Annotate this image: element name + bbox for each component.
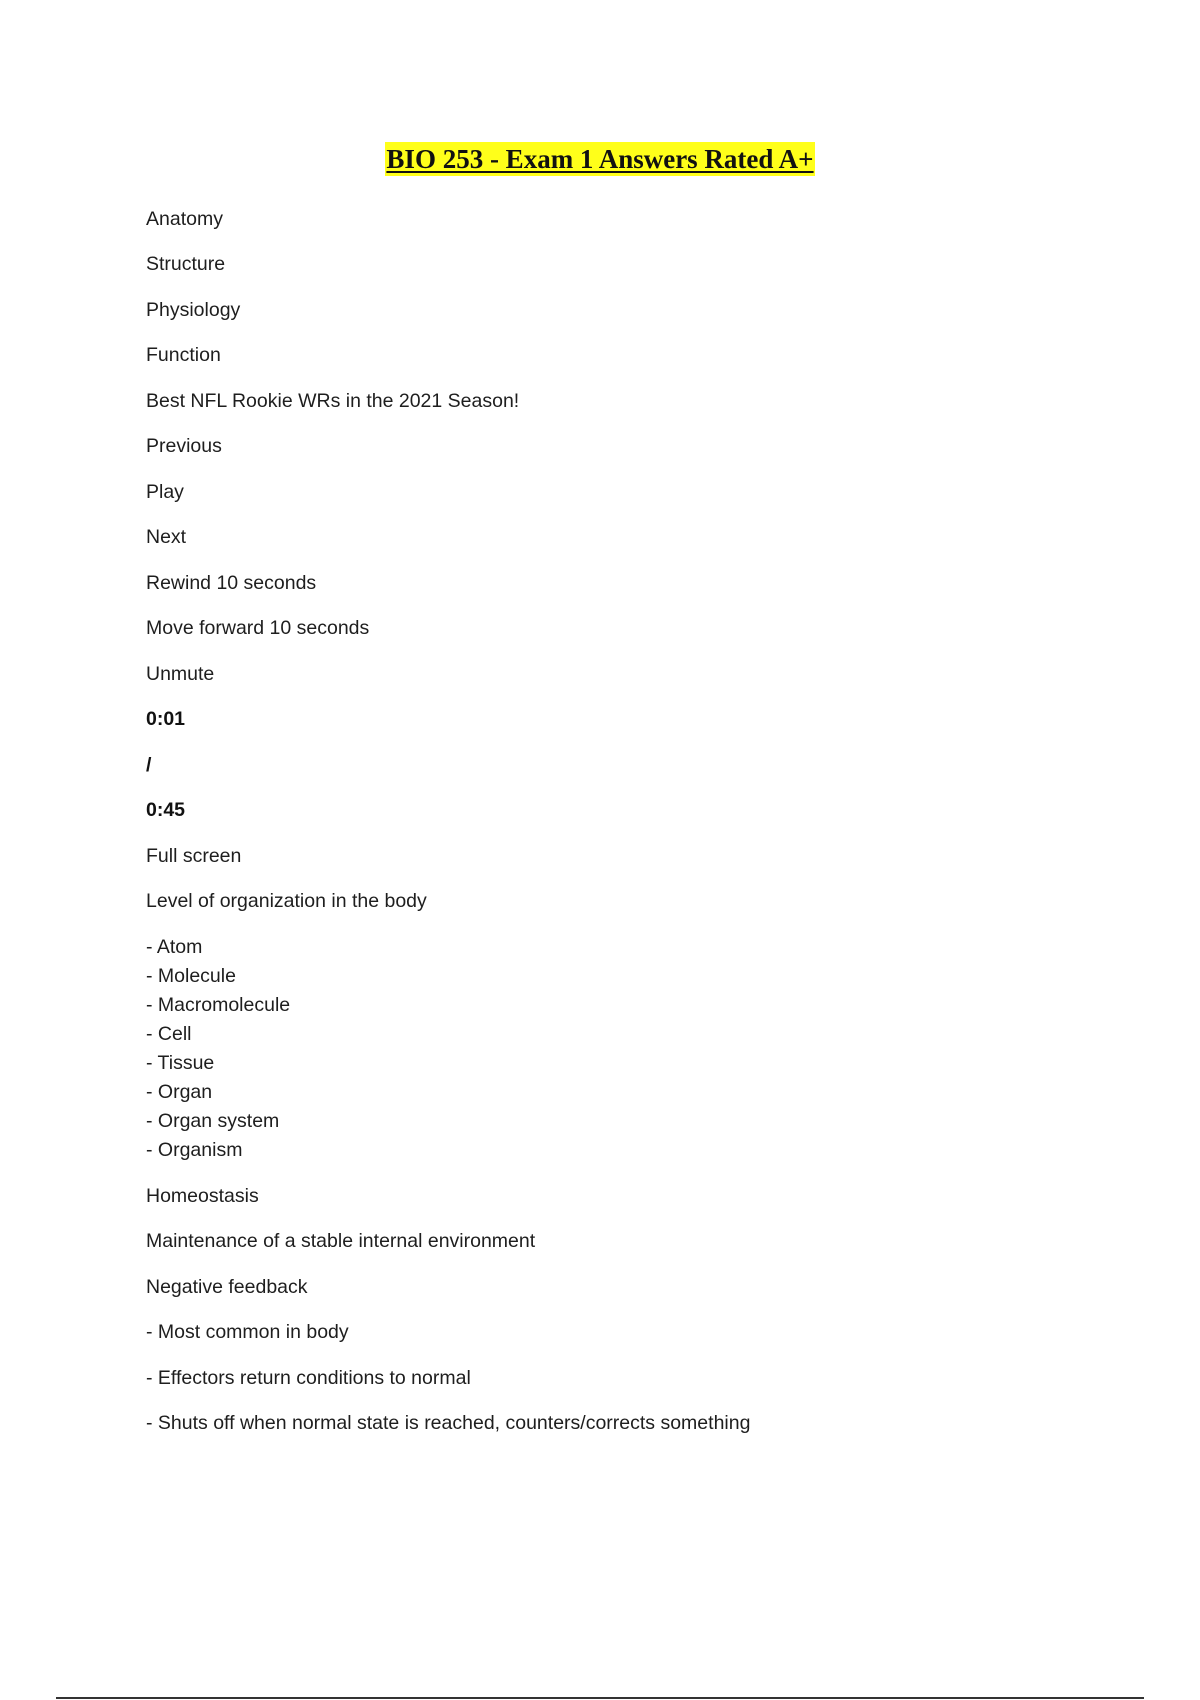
title-wrap	[0, 142, 1200, 176]
text-line: Full screen	[146, 845, 242, 867]
time-separator: /	[146, 754, 152, 776]
list-item: - Tissue	[146, 1052, 215, 1074]
text-line: - Shuts off when normal state is reached, counters/corrects something	[146, 1412, 751, 1434]
list-item: - Organ	[146, 1081, 213, 1103]
time-current: 0:01	[146, 708, 186, 730]
list-item: - Organ system	[146, 1110, 280, 1132]
text-line: Anatomy	[146, 208, 223, 230]
text-line: Rewind 10 seconds	[146, 572, 317, 594]
text-line: Negative feedback	[146, 1276, 308, 1298]
text-line: Play	[146, 481, 184, 503]
text-line: Next	[146, 526, 187, 548]
text-line: Maintenance of a stable internal environment	[146, 1230, 536, 1252]
text-line: Function	[146, 344, 221, 366]
footer-rule	[56, 1697, 1144, 1699]
text-line: Level of organization in the body	[146, 890, 427, 912]
list-item: - Atom	[146, 936, 203, 958]
list-item: - Molecule	[146, 965, 236, 987]
text-line: Previous	[146, 435, 222, 457]
text-line: Move forward 10 seconds	[146, 617, 370, 639]
text-line: Best NFL Rookie WRs in the 2021 Season!	[146, 390, 520, 412]
text-line: Physiology	[146, 299, 241, 321]
text-line: Homeostasis	[146, 1185, 259, 1207]
text-line: - Most common in body	[146, 1321, 349, 1343]
text-line: - Effectors return conditions to normal	[146, 1367, 471, 1389]
list-item: - Macromolecule	[146, 994, 291, 1016]
list-item: - Organism	[146, 1139, 243, 1161]
time-duration: 0:45	[146, 799, 186, 821]
text-line: Structure	[146, 253, 226, 275]
document-title: BIO 253 - Exam 1 Answers Rated A+	[386, 144, 814, 174]
list-item: - Cell	[146, 1023, 192, 1045]
text-line: Unmute	[146, 663, 215, 685]
